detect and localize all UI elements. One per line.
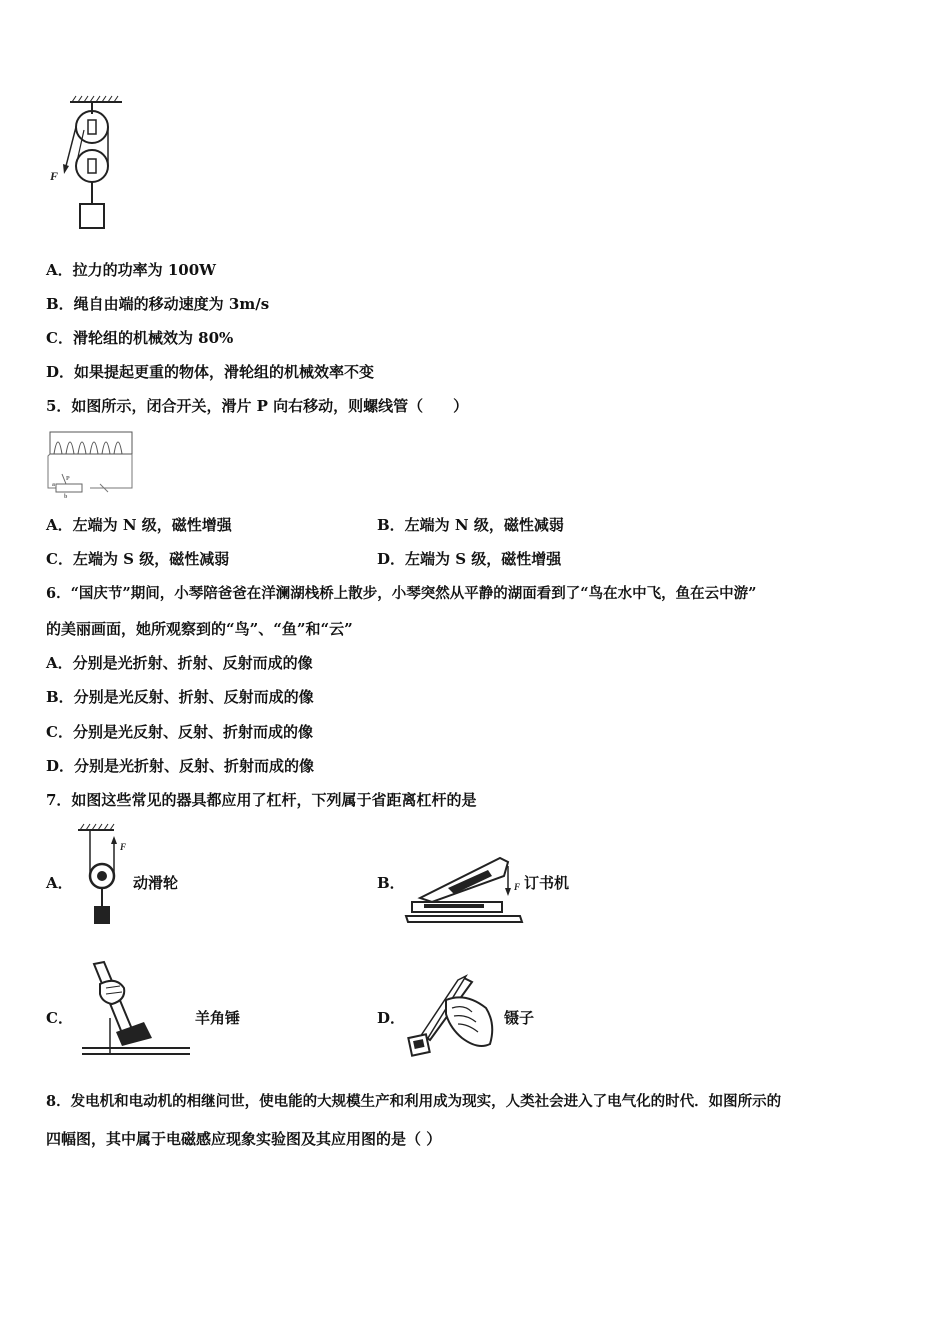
claw-hammer-figure xyxy=(80,958,192,1062)
stapler-force-label: F xyxy=(514,882,521,892)
movable-pulley-force-label: F xyxy=(120,842,127,852)
q6-option-a[interactable]: A．分别是光折射、折射、反射而成的像 xyxy=(46,654,313,672)
q7-option-c-label: 羊角锤 xyxy=(195,1009,241,1027)
movable-pulley-figure xyxy=(76,822,132,928)
q5-stem: 5．如图所示，闭合开关，滑片 P 向右移动，则螺线管（ ） xyxy=(46,397,469,415)
q7-stem: 7．如图这些常见的器具都应用了杠杆，下列属于省距离杠杆的是 xyxy=(46,791,477,809)
q4-option-b[interactable]: B．绳自由端的移动速度为 3m/s xyxy=(46,295,270,313)
q4-option-a[interactable]: A．拉力的功率为 100W xyxy=(46,261,217,279)
q8-stem-line2: 四幅图，其中属于电磁感应现象实验图及其应用图的是（ ） xyxy=(46,1130,442,1148)
q7-option-a-letter[interactable]: A． xyxy=(46,874,73,892)
q7-option-b-letter[interactable]: B． xyxy=(377,874,405,892)
q8-stem-line1: 8．发电机和电动机的相继问世，使电能的大规模生产和利用成为现实，人类社会进入了电气化的时代．如图所示的 xyxy=(46,1093,782,1110)
q6-option-c[interactable]: C．分别是光反射、反射、折射而成的像 xyxy=(46,723,313,741)
slider-p-label: P xyxy=(66,476,70,482)
q7-option-a-label: 动滑轮 xyxy=(133,874,179,892)
force-label: F xyxy=(50,169,59,183)
q7-option-b-label: 订书机 xyxy=(524,874,570,892)
q5-option-a[interactable]: A．左端为 N 级，磁性增强 xyxy=(46,516,232,534)
q6-stem-line1: 6．“国庆节”期间，小琴陪爸爸在洋澜湖栈桥上散步，小琴突然从平静的湖面看到了“鸟在水中飞，鱼在云中游” xyxy=(46,585,757,602)
q5-option-d[interactable]: D．左端为 S 级，磁性增强 xyxy=(377,550,562,568)
q6-option-d[interactable]: D．分别是光折射、反射、折射而成的像 xyxy=(46,757,315,775)
terminal-b-label: b xyxy=(64,494,68,500)
solenoid-circuit-figure xyxy=(44,428,136,500)
q4-option-c[interactable]: C．滑轮组的机械效为 80% xyxy=(46,329,234,347)
q7-option-d-label: 镊子 xyxy=(504,1009,535,1027)
pulley-system-figure xyxy=(44,94,134,234)
q7-option-c-letter[interactable]: C． xyxy=(46,1009,73,1027)
q6-option-b[interactable]: B．分别是光反射、折射、反射而成的像 xyxy=(46,688,314,706)
q7-option-d-letter[interactable]: D． xyxy=(377,1009,406,1027)
q4-option-d[interactable]: D．如果提起更重的物体，滑轮组的机械效率不变 xyxy=(46,363,375,381)
q5-option-c[interactable]: C．左端为 S 级，磁性减弱 xyxy=(46,550,230,568)
stapler-figure xyxy=(404,852,528,926)
tweezers-figure xyxy=(406,974,502,1062)
q6-stem-line2: 的美丽画面，她所观察到的“鸟”、“鱼”和“云” xyxy=(46,620,353,638)
terminal-a-label: a xyxy=(52,482,55,488)
q5-option-b[interactable]: B．左端为 N 级，磁性减弱 xyxy=(377,516,564,534)
